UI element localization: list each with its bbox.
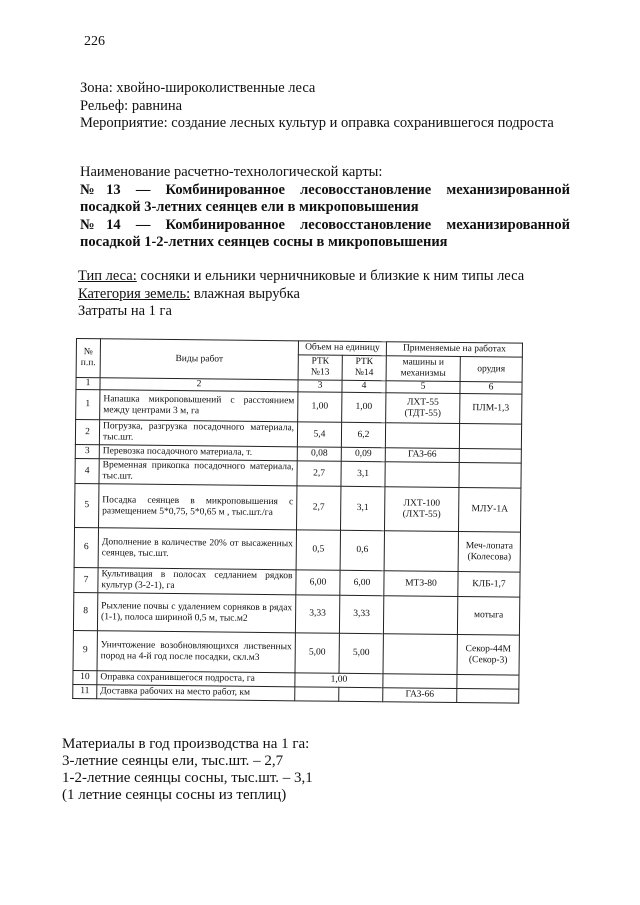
row-tools: КЛБ-1,7 xyxy=(458,572,520,598)
row-work: Напашка микроповышений с расстоянием между центрами 3 м, га xyxy=(100,390,298,422)
zone-line: Зона: хвойно-широколиственные леса xyxy=(80,80,316,96)
row-rtk13: 5,4 xyxy=(297,422,341,447)
row-rtk14: 3,1 xyxy=(341,461,385,486)
forest-type-line xyxy=(78,268,570,286)
row-machines: ЛХТ-100 (ЛХТ-55) xyxy=(385,487,459,532)
row-tools xyxy=(457,675,519,690)
card-14-title: №14 — Комбинированное лесовосстановление механизированной посадкой 1-2-летних сеянцев сосны в микроповышения xyxy=(80,216,570,250)
row-tools xyxy=(459,424,521,450)
row-rtk14: 5,00 xyxy=(339,633,383,673)
column-index: 2 xyxy=(100,378,298,392)
materials-block xyxy=(62,736,522,804)
row-work: Перевозка посадочного материала, т. xyxy=(99,445,297,461)
cards-heading: Наименование расчетно-технологической карты: xyxy=(80,164,383,180)
column-index: 6 xyxy=(460,382,522,395)
row-rtk13: 0,5 xyxy=(296,530,340,570)
forest-type-value: сосняки и ельники черничниковые и близкие к ним типы леса xyxy=(136,268,525,284)
row-num: 2 xyxy=(75,420,99,445)
row-tools: Секор-44М (Секор-3) xyxy=(457,635,519,676)
forest-type-label: Тип леса: xyxy=(78,268,137,284)
header-machines: машины и механизмы xyxy=(386,356,460,382)
row-rtk13: 3,33 xyxy=(295,595,339,633)
works-table xyxy=(72,338,523,704)
row-rtk14: 1,00 xyxy=(342,392,386,422)
row-rtk13: 0,08 xyxy=(297,447,341,461)
row-rtk14: 6,2 xyxy=(341,422,385,447)
row-num: 6 xyxy=(74,527,98,567)
land-category-line xyxy=(78,286,570,304)
row-num: 4 xyxy=(75,458,99,483)
row-machines xyxy=(384,531,458,572)
land-category-label: Категория земель: xyxy=(78,285,191,302)
page-number: 226 xyxy=(84,34,105,49)
materials-line: (1 летние сеянцы сосны из теплиц) xyxy=(62,787,287,803)
column-index: 3 xyxy=(298,380,342,392)
table-row xyxy=(73,592,519,635)
row-work: Оправка сохранившегося подроста, га xyxy=(97,671,295,687)
row-work: Рыхление почвы с удалением сорняков в рядах (1-1), полоса шириной 0,5 м, тыс.м2 xyxy=(97,593,295,633)
header-applied: Применяемые на работах xyxy=(386,342,522,357)
row-machines xyxy=(383,674,457,689)
row-machines xyxy=(385,423,459,449)
row-num: 1 xyxy=(76,390,100,420)
forest-info xyxy=(78,268,570,321)
row-work: Погрузка, разгрузка посадочного материала, тыс.шт. xyxy=(99,420,297,447)
card-titles xyxy=(80,164,570,252)
relief-line: Рельеф: равнина xyxy=(80,97,183,114)
row-machines: ГАЗ-66 xyxy=(383,688,457,703)
header-num: № п.п. xyxy=(76,339,100,378)
row-num: 8 xyxy=(73,592,97,630)
row-tools xyxy=(457,689,519,704)
header-works: Виды работ xyxy=(100,339,298,380)
row-machines xyxy=(383,596,457,635)
row-tools: мотыга xyxy=(457,597,519,636)
row-rtk13: 5,00 xyxy=(295,633,339,673)
row-work: Уничтожение возобновляющихся лиственных пород на 4-й год после посадки, скл.м3 xyxy=(97,631,295,673)
row-machines xyxy=(385,462,459,488)
materials-line: 1-2-летние сеянцы сосны, тыс.шт. – 3,1 xyxy=(62,770,313,786)
header-rtk13: РТК №13 xyxy=(298,355,342,380)
row-rtk13 xyxy=(295,687,339,701)
table-row xyxy=(74,527,520,572)
table-row xyxy=(76,390,522,425)
row-num: 10 xyxy=(73,670,97,684)
row-work: Доставка рабочих на место работ, км xyxy=(97,685,295,701)
row-tools: ПЛМ-1,3 xyxy=(460,394,522,425)
measure-line: Мероприятие: создание лесных культур и оправка сохранившегося подроста xyxy=(80,115,554,131)
header-rtk14: РТК №14 xyxy=(342,355,386,380)
materials-heading: Материалы в год производства на 1 га: xyxy=(62,736,310,752)
row-tools xyxy=(459,463,521,489)
row-machines xyxy=(383,634,457,675)
card-13-title: №13 — Комбинированное лесовосстановление механизированной посадкой 3-летних сеянцев ели в микроповышения xyxy=(80,181,570,215)
header-volume: Объем на единицу xyxy=(298,341,386,356)
intro-block xyxy=(80,80,572,133)
row-num: 5 xyxy=(75,483,99,527)
row-rtk13: 2,7 xyxy=(297,461,341,486)
row-tools xyxy=(459,449,521,464)
column-index: 5 xyxy=(386,381,460,394)
row-rtk14: 0,09 xyxy=(341,447,385,461)
row-tools: МЛУ-1А xyxy=(459,488,521,533)
materials-line: 3-летние сеянцы ели, тыс.шт. – 2,7 xyxy=(62,753,284,769)
row-num: 9 xyxy=(73,630,97,670)
row-rtk14: 0,6 xyxy=(340,530,384,570)
row-volume: 1,00 xyxy=(295,673,383,688)
row-rtk14 xyxy=(339,687,383,701)
land-category-value: влажная вырубка xyxy=(190,285,300,302)
row-work: Посадка сеянцев в микроповышения с размещением 5*0,75, 5*0,65 м , тыс.шт./га xyxy=(99,484,297,530)
column-index: 4 xyxy=(342,380,386,392)
row-num: 7 xyxy=(74,567,98,592)
table-row xyxy=(73,630,519,675)
costs-line: Затраты на 1 га xyxy=(78,303,172,319)
row-rtk13: 2,7 xyxy=(297,486,341,530)
row-work: Временная прикопка посадочного материала, тыс.шт. xyxy=(99,459,297,486)
table-row xyxy=(75,483,521,532)
header-tools: орудия xyxy=(460,357,522,383)
row-machines: ЛХТ-55 (ТДТ-55) xyxy=(386,393,460,424)
row-tools: Меч-лопата (Колесова) xyxy=(458,532,520,573)
row-machines: МТЗ-80 xyxy=(384,571,458,597)
row-rtk13: 1,00 xyxy=(298,392,342,422)
row-num: 3 xyxy=(75,444,99,458)
row-rtk13: 6,00 xyxy=(296,570,340,595)
row-work: Культивация в полосах седланием рядков культур (3-2-1), га xyxy=(98,568,296,595)
row-rtk14: 6,00 xyxy=(340,570,384,595)
row-num: 11 xyxy=(73,684,97,698)
row-rtk14: 3,1 xyxy=(341,486,385,530)
row-rtk14: 3,33 xyxy=(339,595,383,633)
row-work: Дополнение в количестве 20% от высаженных сеянцев, тыс.шт. xyxy=(98,528,296,570)
row-machines: ГАЗ-66 xyxy=(385,448,459,463)
column-index: 1 xyxy=(76,378,100,390)
